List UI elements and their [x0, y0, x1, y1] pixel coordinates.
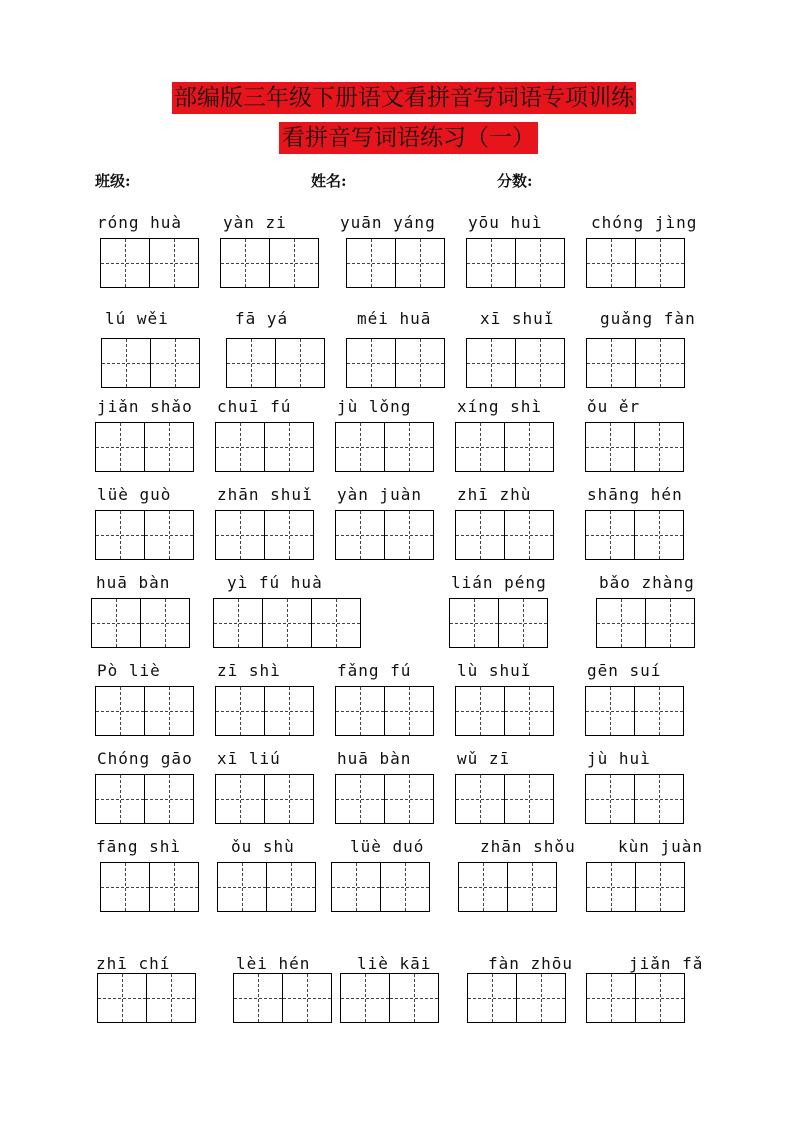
writing-cell[interactable] [95, 686, 145, 736]
writing-cell[interactable] [384, 422, 434, 472]
pinyin-prompt: fǎng fú [337, 661, 412, 680]
tianzige-grid [340, 973, 439, 1023]
writing-cell[interactable] [634, 686, 684, 736]
tianzige-grid [458, 862, 557, 912]
pinyin-prompt: fàn zhōu [488, 954, 574, 973]
writing-cell[interactable] [504, 686, 554, 736]
pinyin-prompt: jù lǒng [337, 397, 412, 416]
writing-cell[interactable] [100, 862, 150, 912]
tianzige-grid [100, 862, 199, 912]
pinyin-prompt: lú wěi [105, 309, 169, 328]
writing-cell[interactable] [515, 338, 565, 388]
tianzige-grid [95, 422, 194, 472]
tianzige-grid [455, 774, 554, 824]
writing-cell[interactable] [264, 686, 314, 736]
pinyin-prompt: yuān yáng [340, 213, 436, 232]
name-label: 姓名: [311, 172, 347, 190]
pinyin-prompt: lù shuǐ [457, 661, 532, 680]
tianzige-grid [97, 973, 196, 1023]
writing-cell[interactable] [144, 510, 194, 560]
writing-cell[interactable] [213, 598, 263, 648]
pinyin-prompt: chuī fú [217, 397, 292, 416]
tianzige-grid [346, 338, 445, 388]
pinyin-prompt: Chóng gāo [97, 749, 193, 768]
writing-cell[interactable] [264, 510, 314, 560]
tianzige-grid [586, 338, 685, 388]
pinyin-prompt: zhān shuǐ [217, 485, 313, 504]
writing-cell[interactable] [101, 338, 151, 388]
writing-cell[interactable] [585, 686, 635, 736]
tianzige-grid [449, 598, 548, 648]
pinyin-prompt: huā bàn [337, 749, 412, 768]
pinyin-prompt: kùn juàn [618, 837, 704, 856]
tianzige-grid [335, 510, 434, 560]
tianzige-grid [346, 238, 445, 288]
writing-cell[interactable] [504, 422, 554, 472]
pinyin-prompt: méi huā [357, 309, 432, 328]
tianzige-grid [217, 862, 316, 912]
writing-cell[interactable] [146, 973, 196, 1023]
tianzige-grid [95, 686, 194, 736]
pinyin-prompt: ǒu ěr [587, 397, 641, 416]
writing-cell[interactable] [346, 338, 396, 388]
writing-cell[interactable] [335, 686, 385, 736]
pinyin-prompt: yàn juàn [337, 485, 423, 504]
pinyin-prompt: lián péng [451, 573, 547, 592]
writing-cell[interactable] [215, 510, 265, 560]
writing-cell[interactable] [144, 774, 194, 824]
writing-cell[interactable] [144, 686, 194, 736]
writing-cell[interactable] [455, 686, 505, 736]
pinyin-prompt: yì fú huà [227, 573, 323, 592]
pinyin-prompt: lüè duó [350, 837, 425, 856]
tianzige-grid [215, 686, 314, 736]
tianzige-grid [220, 238, 319, 288]
pinyin-prompt: zhān shǒu [480, 837, 576, 856]
pinyin-prompt: zhī zhù [457, 485, 532, 504]
writing-cell[interactable] [335, 422, 385, 472]
writing-cell[interactable] [504, 774, 554, 824]
tianzige-grid [215, 422, 314, 472]
pinyin-prompt: bǎo zhàng [599, 573, 695, 592]
pinyin-prompt: róng huà [97, 213, 183, 232]
tianzige-grid [585, 510, 684, 560]
writing-cell[interactable] [91, 598, 141, 648]
tianzige-grid [91, 598, 190, 648]
writing-cell[interactable] [384, 774, 434, 824]
pinyin-prompt: huā bàn [96, 573, 171, 592]
pinyin-prompt: lüè guò [97, 485, 172, 504]
writing-cell[interactable] [466, 338, 516, 388]
pinyin-prompt: xī liú [217, 749, 281, 768]
writing-cell[interactable] [140, 598, 190, 648]
writing-cell[interactable] [467, 973, 517, 1023]
pinyin-prompt: zhī chí [96, 954, 171, 973]
writing-cell[interactable] [645, 598, 695, 648]
writing-cell[interactable] [455, 774, 505, 824]
writing-cell[interactable] [585, 510, 635, 560]
writing-cell[interactable] [311, 598, 361, 648]
writing-cell[interactable] [282, 973, 332, 1023]
tianzige-grid [95, 510, 194, 560]
writing-cell[interactable] [515, 238, 565, 288]
tianzige-grid [586, 238, 685, 288]
score-label: 分数: [497, 172, 533, 190]
pinyin-prompt: liè kāi [357, 954, 432, 973]
tianzige-grid [331, 862, 430, 912]
pinyin-prompt: fāng shì [96, 837, 182, 856]
tianzige-grid [335, 686, 434, 736]
writing-cell[interactable] [95, 422, 145, 472]
tianzige-grid [455, 686, 554, 736]
writing-cell[interactable] [455, 510, 505, 560]
writing-cell[interactable] [264, 422, 314, 472]
writing-cell[interactable] [335, 510, 385, 560]
writing-cell[interactable] [380, 862, 430, 912]
tianzige-grid [95, 774, 194, 824]
writing-cell[interactable] [586, 973, 636, 1023]
writing-cell[interactable] [507, 862, 557, 912]
pinyin-prompt: chóng jìng [591, 213, 698, 232]
writing-cell[interactable] [635, 338, 685, 388]
tianzige-grid [233, 973, 332, 1023]
writing-cell[interactable] [97, 973, 147, 1023]
tianzige-grid [215, 774, 314, 824]
writing-cell[interactable] [586, 238, 636, 288]
writing-cell[interactable] [226, 338, 276, 388]
writing-cell[interactable] [150, 338, 200, 388]
writing-cell[interactable] [100, 238, 150, 288]
writing-cell[interactable] [635, 973, 685, 1023]
writing-cell[interactable] [215, 686, 265, 736]
pinyin-prompt: shāng hén [587, 485, 683, 504]
writing-cell[interactable] [585, 422, 635, 472]
pinyin-prompt: yōu huì [468, 213, 543, 232]
writing-cell[interactable] [634, 774, 684, 824]
pinyin-prompt: Pò liè [97, 661, 161, 680]
pinyin-prompt: zī shì [217, 661, 281, 680]
writing-cell[interactable] [215, 422, 265, 472]
writing-cell[interactable] [384, 686, 434, 736]
tianzige-grid [466, 338, 565, 388]
writing-cell[interactable] [95, 774, 145, 824]
tianzige-grid [335, 774, 434, 824]
writing-cell[interactable] [331, 862, 381, 912]
pinyin-prompt: lèi hén [236, 954, 311, 973]
worksheet-subtitle: 看拼音写词语练习（一） [279, 122, 538, 154]
pinyin-prompt: gēn suí [587, 661, 662, 680]
tianzige-grid [215, 510, 314, 560]
writing-cell[interactable] [586, 862, 636, 912]
writing-cell[interactable] [220, 238, 270, 288]
writing-cell[interactable] [585, 774, 635, 824]
tianzige-grid [466, 238, 565, 288]
writing-cell[interactable] [395, 238, 445, 288]
writing-cell[interactable] [217, 862, 267, 912]
writing-cell[interactable] [449, 598, 499, 648]
class-label: 班级: [95, 172, 131, 190]
pinyin-prompt: guǎng fàn [600, 309, 696, 328]
tianzige-grid [335, 422, 434, 472]
tianzige-grid [585, 686, 684, 736]
pinyin-prompt: xíng shì [457, 397, 543, 416]
tianzige-grid [226, 338, 325, 388]
writing-cell[interactable] [466, 238, 516, 288]
tianzige-grid [455, 510, 554, 560]
writing-cell[interactable] [395, 338, 445, 388]
writing-cell[interactable] [634, 510, 684, 560]
pinyin-prompt: ǒu shù [231, 837, 295, 856]
writing-cell[interactable] [516, 973, 566, 1023]
pinyin-prompt: jù huì [587, 749, 651, 768]
worksheet-title: 部编版三年级下册语文看拼音写词语专项训练 [172, 82, 636, 114]
pinyin-prompt: xī shuǐ [480, 309, 555, 328]
pinyin-prompt: jiǎn fǎ [629, 954, 704, 973]
tianzige-grid [596, 598, 695, 648]
pinyin-prompt: yàn zi [223, 213, 287, 232]
tianzige-grid [586, 973, 685, 1023]
writing-cell[interactable] [634, 422, 684, 472]
writing-cell[interactable] [264, 774, 314, 824]
writing-cell[interactable] [504, 510, 554, 560]
tianzige-grid [213, 598, 361, 648]
tianzige-grid [467, 973, 566, 1023]
tianzige-grid [101, 338, 200, 388]
pinyin-prompt: wǔ zī [457, 749, 511, 768]
writing-cell[interactable] [498, 598, 548, 648]
writing-cell[interactable] [144, 422, 194, 472]
writing-cell[interactable] [458, 862, 508, 912]
writing-cell[interactable] [95, 510, 145, 560]
tianzige-grid [100, 238, 199, 288]
writing-cell[interactable] [149, 862, 199, 912]
writing-cell[interactable] [384, 510, 434, 560]
tianzige-grid [586, 862, 685, 912]
writing-cell[interactable] [635, 238, 685, 288]
writing-cell[interactable] [340, 973, 390, 1023]
writing-cell[interactable] [269, 238, 319, 288]
tianzige-grid [585, 422, 684, 472]
writing-cell[interactable] [586, 338, 636, 388]
writing-cell[interactable] [389, 973, 439, 1023]
pinyin-prompt: fā yá [235, 309, 289, 328]
writing-cell[interactable] [266, 862, 316, 912]
writing-cell[interactable] [346, 238, 396, 288]
pinyin-prompt: jiǎn shǎo [97, 397, 193, 416]
tianzige-grid [585, 774, 684, 824]
writing-cell[interactable] [635, 862, 685, 912]
writing-cell[interactable] [275, 338, 325, 388]
writing-cell[interactable] [335, 774, 385, 824]
writing-cell[interactable] [262, 598, 312, 648]
tianzige-grid [455, 422, 554, 472]
writing-cell[interactable] [455, 422, 505, 472]
writing-cell[interactable] [596, 598, 646, 648]
writing-cell[interactable] [233, 973, 283, 1023]
writing-cell[interactable] [215, 774, 265, 824]
writing-cell[interactable] [149, 238, 199, 288]
